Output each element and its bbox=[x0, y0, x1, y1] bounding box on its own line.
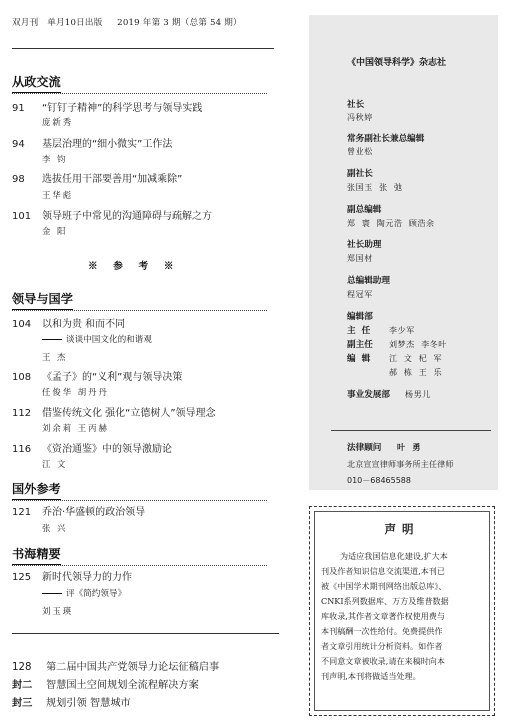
toc-author: 庞新秀 bbox=[42, 117, 74, 127]
bottom-rule bbox=[12, 633, 279, 634]
editorial-names: 李少军 bbox=[389, 326, 415, 335]
section-title-shuhai: 书海精要 bbox=[12, 545, 61, 562]
toc-entry[interactable]: 116 《资治通鉴》中的领导激励论 bbox=[12, 444, 172, 455]
notice-line: 本刊稿酬一次性给付。免费提供作 bbox=[321, 626, 443, 636]
toc-author: 张 兴 bbox=[42, 523, 68, 533]
toc-subtitle: 评《简约领导》 bbox=[42, 587, 126, 599]
notice-line: 不同意文章被收录,请在来稿时向本 bbox=[321, 656, 445, 666]
toc-author: 江 文 bbox=[42, 459, 68, 469]
notice-line: 刊声明,本刊将做适当处理。 bbox=[321, 671, 421, 681]
role-label: 编辑部 bbox=[347, 312, 373, 322]
notice-line: 库收录,其作者文章著作权使用费与 bbox=[321, 611, 445, 621]
publish-date: 单月10日出版 bbox=[47, 18, 103, 28]
notice-line: 被《中国学术期刊网络出版总库》、 bbox=[321, 581, 447, 591]
role-label: 社长 bbox=[347, 100, 365, 110]
section-title-congzheng: 从政交流 bbox=[12, 73, 61, 90]
editorial-names: 刘梦杰 李冬叶 bbox=[389, 340, 447, 349]
toc-entry[interactable]: 104 以和为贵 和而不同 bbox=[12, 319, 126, 330]
toc-entry[interactable]: 94 基层治理的“细小微实”工作法 bbox=[12, 139, 173, 150]
role-label: 副社长 bbox=[347, 169, 373, 179]
toc-author: 金 阳 bbox=[42, 226, 68, 236]
legal-firm: 北京宣宣律师事务所主任律师 bbox=[347, 460, 454, 469]
notice-line: 者文章引用统计分析资料。如作者 bbox=[321, 641, 443, 651]
section-title-guowai: 国外参考 bbox=[12, 480, 61, 497]
masthead-rule bbox=[331, 430, 491, 431]
issue-header bbox=[12, 16, 282, 28]
toc-subtitle: 谈谈中国文化的和谐观 bbox=[42, 333, 152, 345]
role-label: 副总编辑 bbox=[347, 205, 382, 215]
toc-author: 李 钧 bbox=[42, 154, 68, 164]
role-name: 程冠军 bbox=[347, 290, 373, 299]
frequency: 双月刊 bbox=[12, 18, 39, 28]
notice-line: CNKI系列数据库、万方及维普数据 bbox=[321, 596, 449, 606]
toc-author: 刘余莉 王丙赫 bbox=[42, 423, 109, 433]
toc-author: 刘玉瑛 bbox=[42, 606, 74, 616]
issue-number: 2019 年第 3 期（总第 54 期） bbox=[117, 18, 242, 28]
notice-body bbox=[321, 549, 482, 684]
toc-entry[interactable]: 108 《孟子》的“义利”观与领导决策 bbox=[12, 372, 183, 383]
notice-line: 为适应我国信息化建设,扩大本 bbox=[340, 551, 448, 561]
toc-author: 王华彪 bbox=[42, 190, 74, 200]
editorial-names: 郝 栋 王 乐 bbox=[389, 368, 443, 377]
role-name: 郑国材 bbox=[347, 254, 373, 263]
role-name: 郑 寰 陶元浩 顾浩余 bbox=[347, 219, 435, 228]
editorial-label: 主 任 bbox=[347, 326, 371, 336]
notice-title: 声明 bbox=[384, 522, 420, 536]
section-title-guoxue: 领导与国学 bbox=[12, 290, 73, 307]
legal-label: 法律顾问 bbox=[347, 443, 382, 453]
toc-entry[interactable]: 101 领导班子中常见的沟通障碍与疏解之方 bbox=[12, 211, 212, 222]
role-label: 总编辑助理 bbox=[347, 276, 390, 286]
toc-author: 任俊华 胡丹丹 bbox=[42, 387, 109, 397]
bottom-entry[interactable]: 128 第二届中国共产党领导力论坛征稿启事 bbox=[12, 662, 220, 673]
toc-entry[interactable]: 112 借鉴传统文化 强化“立德树人”领导理念 bbox=[12, 408, 216, 419]
masthead-panel bbox=[309, 15, 498, 490]
role-label: 常务副社长兼总编辑 bbox=[347, 134, 425, 144]
notice-line: 刊及作者知识信息交流渠道,本刊已 bbox=[321, 566, 445, 576]
legal-phone: 010－68465588 bbox=[347, 476, 411, 485]
bottom-entry[interactable]: 封二 智慧国土空间规划全流程解决方案 bbox=[12, 680, 199, 691]
toc-author: 王 杰 bbox=[42, 352, 68, 362]
role-label: 事业发展部 bbox=[347, 390, 390, 400]
toc-entry[interactable]: 125 新时代领导力的力作 bbox=[12, 572, 132, 583]
role-name: 冯秋婷 bbox=[347, 113, 373, 122]
notice-box bbox=[309, 506, 495, 716]
toc-entry[interactable]: 98 选拔任用干部要善用“加减乘除” bbox=[12, 174, 183, 185]
editorial-label: 编 辑 bbox=[347, 354, 371, 364]
toc-entry[interactable]: 121 乔治·华盛顿的政治领导 bbox=[12, 507, 146, 518]
role-label: 社长助理 bbox=[347, 240, 382, 250]
editorial-label: 副主任 bbox=[347, 340, 373, 350]
bottom-entry[interactable]: 封三 规划引领 智慧城市 bbox=[12, 698, 131, 709]
toc-entry[interactable]: 91 “钉钉子精神”的科学思考与领导实践 bbox=[12, 103, 203, 114]
role-name: 曾业松 bbox=[347, 147, 373, 156]
legal-name: 叶 勇 bbox=[397, 442, 421, 452]
role-name: 杨男儿 bbox=[405, 390, 431, 399]
reference-label: ※ 参 考 ※ bbox=[88, 261, 177, 272]
publisher-name: 《中国领导科学》杂志社 bbox=[347, 58, 447, 68]
role-name: 张国玉 张 弛 bbox=[347, 183, 403, 192]
editorial-names: 江 文 杞 军 bbox=[389, 354, 443, 363]
header-rule bbox=[12, 48, 274, 49]
